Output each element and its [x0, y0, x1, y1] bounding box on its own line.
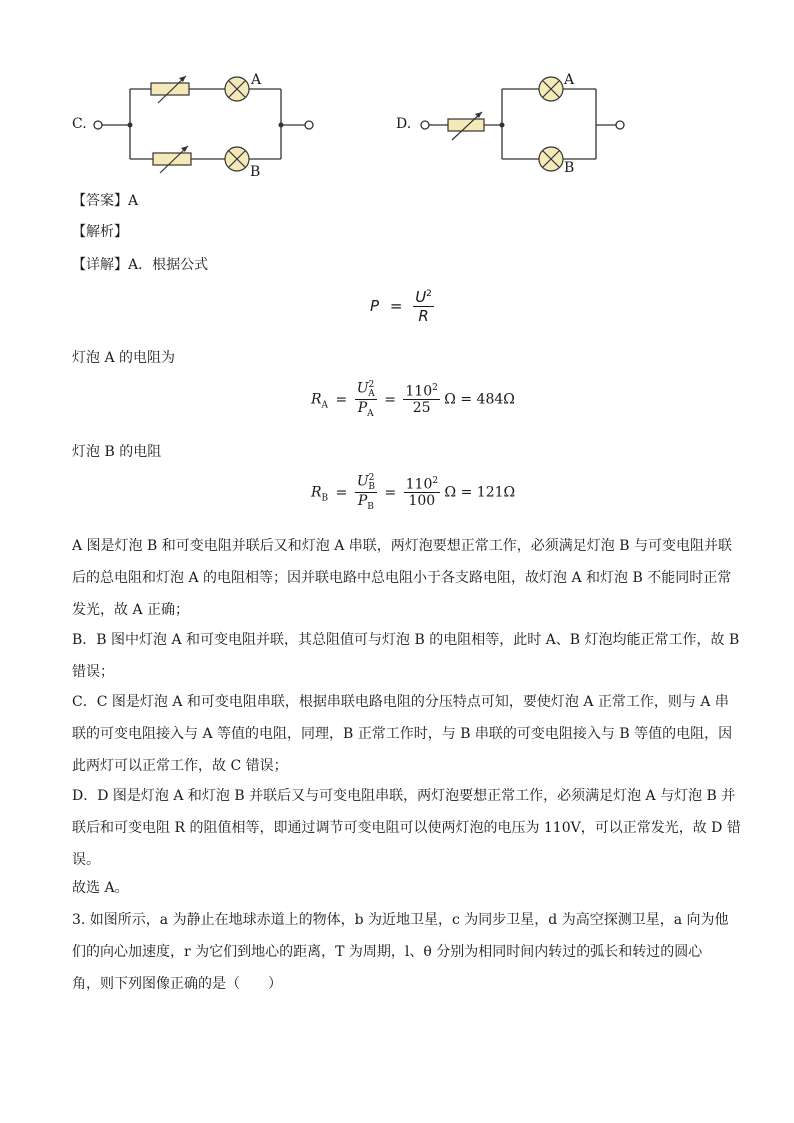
formula-ra-den2: 25	[412, 400, 431, 417]
formula-p-fraction	[413, 288, 434, 325]
formula-ra-num2: 110	[405, 383, 433, 400]
formula-p-num-sup: 2	[426, 289, 432, 299]
formula-rb	[311, 473, 515, 512]
formula-rb-num2: 110	[405, 476, 433, 493]
option-d-label: D.	[396, 116, 412, 132]
detail-intro: 【详解】A．根据公式	[72, 257, 209, 273]
formula-ra-eq2: =	[384, 391, 396, 408]
question-3-line: 角，则下列图像正确的是（ ）	[72, 976, 282, 992]
formula-rb-lhs-sub: B	[321, 493, 329, 504]
formula-ra	[311, 380, 515, 419]
formula-p-eq: =	[389, 297, 403, 315]
question-3-line: 们的向心加速度，r 为它们到地心的距离，T 为周期，l、θ 分别为相同时间内转过的弧长和转过的圆心	[72, 944, 703, 960]
formula-p-den: R	[418, 307, 429, 325]
formula-rb-eq2: =	[384, 484, 397, 501]
paragraph-b	[72, 624, 740, 688]
formula-power	[370, 288, 434, 325]
lamp-b-resistance-label: 灯泡 B 的电阻	[72, 444, 162, 460]
formula-rb-num-sub: B	[368, 482, 375, 493]
analysis-heading: 【解析】	[72, 224, 128, 240]
formula-rb-frac2	[404, 476, 440, 510]
answer-line: 【答案】A	[72, 193, 139, 209]
paragraph-d-line: 联后和可变电阻 R 的阻值相等，即通过调节可变电阻可以使两灯泡的电压为 110V，可以正常发光，故 D 错	[72, 820, 741, 836]
option-c-label: C.	[72, 116, 87, 132]
formula-ra-num-sup: 2	[368, 380, 375, 390]
paragraph-c	[72, 686, 733, 782]
conclusion: 故选 A。	[72, 880, 129, 896]
question-3	[72, 904, 729, 1000]
formula-rb-lhs: R	[311, 484, 322, 501]
paragraph-b-line: 错误；	[72, 664, 114, 680]
paragraph-b-line: B．B 图中灯泡 A 和可变电阻并联，其总阻值可与灯泡 B 的电阻相等，此时 A、B 灯泡均能正常工作，故 B	[72, 632, 740, 648]
formula-rb-num: U	[356, 473, 369, 490]
paragraph-d-line: D．D 图是灯泡 A 和灯泡 B 并联后又与可变电阻串联，两灯泡要想正常工作，必须满足灯泡 A 与灯泡 B 并	[72, 788, 736, 804]
formula-rb-den2: 100	[408, 493, 436, 510]
formula-rb-eq1: =	[335, 484, 348, 501]
formula-ra-den: P	[357, 400, 368, 417]
formula-ra-frac1	[355, 380, 377, 419]
formula-ra-num: U	[356, 380, 369, 397]
circuit-d-diagram	[416, 70, 656, 185]
formula-p-lhs: P	[370, 297, 380, 315]
paragraph-d-line: 误。	[72, 852, 100, 868]
paragraph-a-line: 发光，故 A 正确；	[72, 602, 190, 618]
formula-ra-den-sub: A	[367, 409, 374, 420]
formula-p-num: U	[415, 288, 427, 306]
formula-ra-tail: Ω = 484Ω	[444, 391, 515, 408]
formula-rb-num2-sup: 2	[432, 475, 439, 486]
formula-ra-num-sub: A	[368, 389, 375, 400]
paragraph-a-line: 后的总电阻和灯泡 A 的电阻相等；因并联电路中总电阻小于各支路电阻，故灯泡 A 和灯泡 B 不能同时正常	[72, 570, 732, 586]
formula-ra-lhs-sub: A	[321, 400, 329, 411]
formula-rb-num-sup: 2	[368, 473, 375, 483]
lamp-b-label-d: B	[564, 160, 575, 176]
paragraph-d	[72, 780, 741, 876]
formula-rb-den-sub: B	[367, 502, 374, 513]
paragraph-c-line: 联的可变电阻接入与 A 等值的电阻，同理，B 正常工作时，与 B 串联的可变电阻接入与 B 等值的电阻，因	[72, 726, 733, 742]
formula-ra-num2-sup: 2	[432, 382, 438, 393]
lamp-a-resistance-label: 灯泡 A 的电阻为	[72, 350, 176, 366]
paragraph-c-line: 此两灯可以正常工作，故 C 错误；	[72, 758, 288, 774]
formula-ra-frac2	[403, 383, 439, 417]
formula-ra-eq1: =	[335, 391, 348, 408]
lamp-a-label-c: A	[251, 72, 262, 88]
formula-rb-tail: Ω = 121Ω	[444, 484, 516, 501]
formula-ra-lhs: R	[311, 391, 322, 408]
lamp-a-label-d: A	[564, 72, 575, 88]
circuit-c-diagram	[90, 70, 350, 185]
question-3-line: 3. 如图所示，a 为静止在地球赤道上的物体，b 为近地卫星，c 为同步卫星，d 为高空探测卫星，a 向为他	[72, 912, 729, 928]
formula-rb-den: P	[357, 493, 368, 510]
paragraph-a	[72, 530, 732, 626]
formula-rb-frac1	[355, 473, 377, 512]
paragraph-c-line: C．C 图是灯泡 A 和可变电阻串联，根据串联电路电阻的分压特点可知，要使灯泡 A 正常工作，则与 A 串	[72, 694, 729, 710]
paragraph-a-line: A 图是灯泡 B 和可变电阻并联后又和灯泡 A 串联，两灯泡要想正常工作，必须满足灯泡 B 与可变电阻并联	[72, 538, 732, 554]
lamp-b-label-c: B	[250, 164, 261, 180]
